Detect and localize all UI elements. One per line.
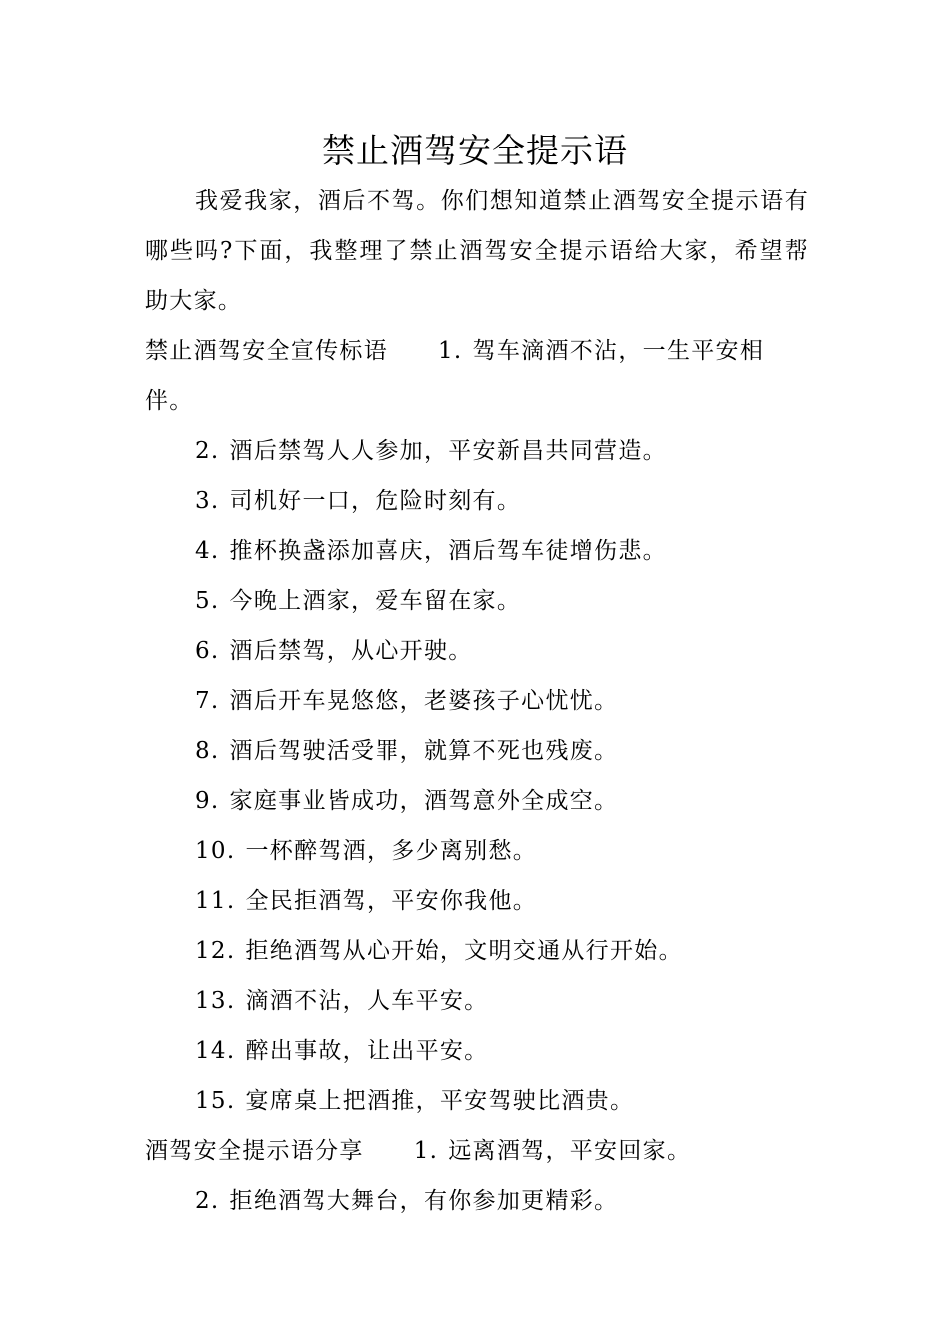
list-item [145, 626, 809, 676]
list-item [145, 426, 809, 476]
slogan-text: 酒后禁驾，从心开驶。 [229, 638, 473, 664]
slogan-text: 家庭事业皆成功，酒驾意外全成空。 [229, 788, 619, 814]
list-item [145, 526, 809, 576]
section-heading: 酒驾安全提示语分享 [145, 1138, 364, 1164]
section-heading: 禁止酒驾安全宣传标语 [145, 338, 388, 364]
slogan-text: 酒后驾驶活受罪，就算不死也残废。 [229, 738, 619, 764]
slogan-text: 拒绝酒驾从心开始，文明交通从行开始。 [245, 938, 683, 964]
list-item [145, 876, 809, 926]
slogan-text: 推杯换盏添加喜庆，酒后驾车徒增伤悲。 [229, 538, 667, 564]
document-title: 禁止酒驾安全提示语 [322, 131, 628, 170]
list-item [145, 826, 809, 876]
item-number: 12. [195, 938, 236, 964]
item-number: 10. [195, 838, 236, 864]
list-item [145, 776, 809, 826]
item-number: 13. [195, 988, 236, 1014]
item-number: 7. [195, 688, 220, 714]
slogan-text: 驾车滴酒不沾，一生平安相伴。 [145, 338, 765, 414]
item-number: 14. [195, 1038, 236, 1064]
list-item [145, 476, 809, 526]
slogan-text: 全民拒酒驾，平安你我他。 [245, 888, 538, 914]
item-number: 4. [195, 538, 220, 564]
item-number: 2. [195, 438, 220, 464]
list-item [145, 1176, 809, 1226]
item-number: 8. [195, 738, 220, 764]
list-item [145, 1026, 809, 1076]
list-item [145, 976, 809, 1026]
slogan-text: 醉出事故，让出平安。 [245, 1038, 489, 1064]
intro-paragraph: 我爱我家，酒后不驾。你们想知道禁止酒驾安全提示语有哪些吗?下面，我整理了禁止酒驾安全提示语给大家，希望帮助大家。 [145, 188, 809, 314]
list-item [145, 926, 809, 976]
slogan-text: 司机好一口，危险时刻有。 [229, 488, 522, 514]
slogan-text: 拒绝酒驾大舞台，有你参加更精彩。 [229, 1188, 619, 1214]
item-number: 9. [195, 788, 220, 814]
item-number: 1. [413, 1138, 439, 1164]
item-number: 2. [195, 1188, 220, 1214]
slogan-text: 酒后开车晃悠悠，老婆孩子心忧忧。 [229, 688, 619, 714]
item-number: 11. [195, 888, 236, 914]
section-2-heading-line [145, 1126, 809, 1176]
slogan-text: 酒后禁驾人人参加，平安新昌共同营造。 [229, 438, 667, 464]
item-number: 1. [438, 338, 463, 364]
list-item [145, 576, 809, 626]
slogan-text: 宴席桌上把酒推，平安驾驶比酒贵。 [245, 1088, 635, 1114]
slogan-text: 一杯醉驾酒，多少离别愁。 [245, 838, 538, 864]
list-item [145, 676, 809, 726]
item-number: 15. [195, 1088, 236, 1114]
list-item [145, 726, 809, 776]
slogan-text: 远离酒驾，平安回家。 [448, 1138, 692, 1164]
item-number: 6. [195, 638, 220, 664]
item-number: 5. [195, 588, 220, 614]
list-item [145, 1076, 809, 1126]
slogan-text: 滴酒不沾，人车平安。 [245, 988, 489, 1014]
slogan-text: 今晚上酒家，爱车留在家。 [229, 588, 522, 614]
section-1-heading-line [145, 326, 809, 426]
item-number: 3. [195, 488, 220, 514]
document-body [145, 176, 809, 1226]
